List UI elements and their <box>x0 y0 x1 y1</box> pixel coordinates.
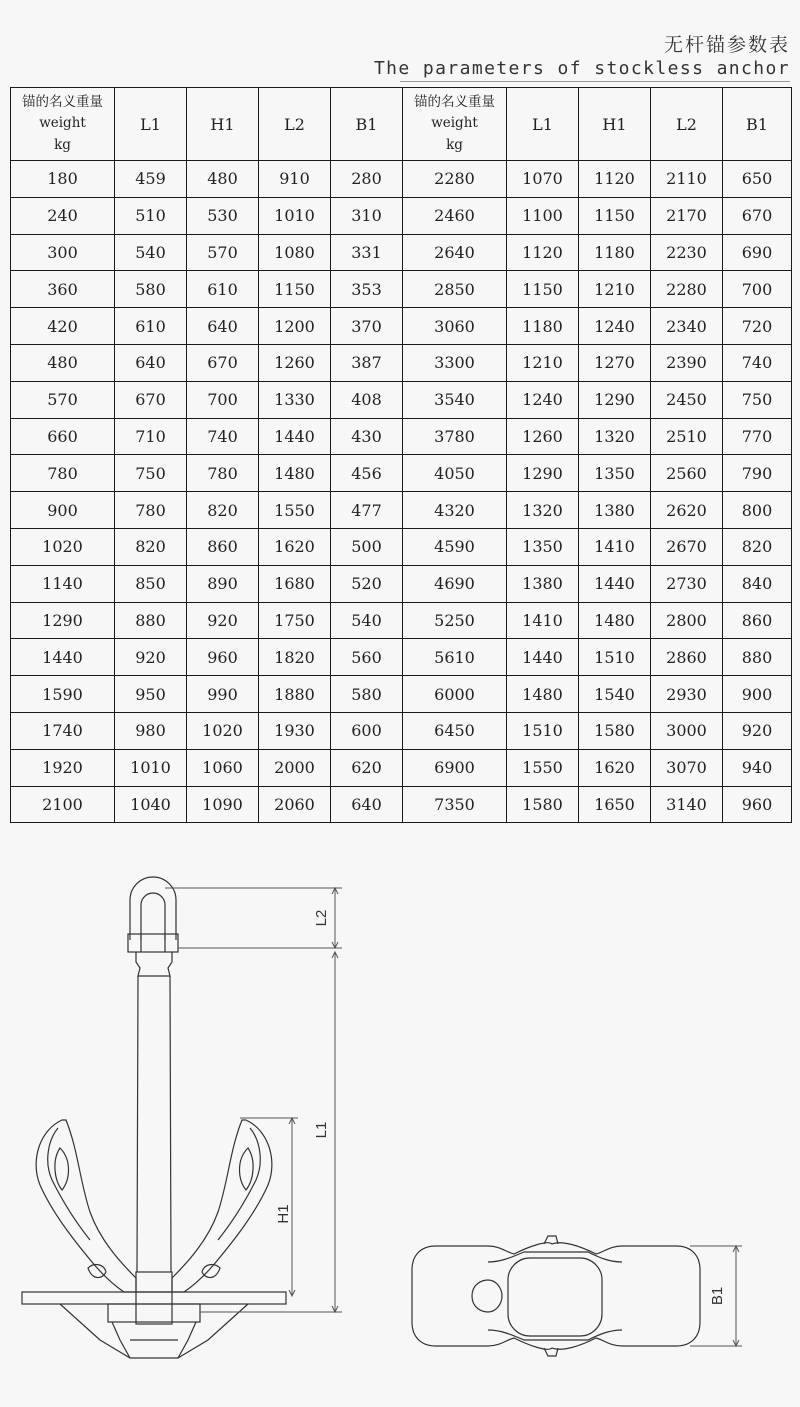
table-cell: 790 <box>723 455 792 492</box>
table-cell: 1320 <box>579 418 651 455</box>
table-cell: 6450 <box>403 712 507 749</box>
table-cell: 480 <box>11 344 115 381</box>
table-cell: 1480 <box>259 455 331 492</box>
table-cell: 1410 <box>579 528 651 565</box>
table-cell: 360 <box>11 271 115 308</box>
anchor-top-view <box>412 1236 700 1356</box>
table-cell: 1120 <box>507 234 579 271</box>
table-cell: 3000 <box>651 712 723 749</box>
weight-header-cn: 锚的名义重量 <box>414 94 495 110</box>
table-row <box>11 308 792 345</box>
table-cell: 2640 <box>403 234 507 271</box>
table-cell: 2560 <box>651 455 723 492</box>
table-cell: 610 <box>187 271 259 308</box>
table-cell: 780 <box>115 492 187 529</box>
table-cell: 700 <box>723 271 792 308</box>
table-cell: 1010 <box>259 197 331 234</box>
table-header-row <box>11 88 792 161</box>
table-cell: 1740 <box>11 712 115 749</box>
table-cell: 1020 <box>11 528 115 565</box>
table-cell: 3070 <box>651 749 723 786</box>
table-cell: 510 <box>115 197 187 234</box>
table-row <box>11 271 792 308</box>
table-cell: 370 <box>331 308 403 345</box>
table-cell: 1510 <box>579 639 651 676</box>
table-cell: 960 <box>723 786 792 823</box>
table-cell: 3140 <box>651 786 723 823</box>
table-cell: 310 <box>331 197 403 234</box>
table-cell: 300 <box>11 234 115 271</box>
table-cell: 880 <box>115 602 187 639</box>
l1-label: L1 <box>313 1121 330 1139</box>
table-cell: 2390 <box>651 344 723 381</box>
table-cell: 1260 <box>507 418 579 455</box>
table-cell: 1550 <box>259 492 331 529</box>
table-cell: 1150 <box>259 271 331 308</box>
table-cell: 780 <box>187 455 259 492</box>
table-cell: 740 <box>187 418 259 455</box>
table-cell: 1210 <box>579 271 651 308</box>
weight-header-cn: 锚的名义重量 <box>22 94 103 110</box>
table-cell: 580 <box>331 676 403 713</box>
side-view-labels <box>275 910 330 1224</box>
table-cell: 4690 <box>403 565 507 602</box>
header-l1-left: L1 <box>115 88 187 161</box>
title-chinese: 无杆锚参数表 <box>663 34 790 56</box>
header-b1-left: B1 <box>331 88 403 161</box>
table-cell: 710 <box>115 418 187 455</box>
table-cell: 840 <box>723 565 792 602</box>
side-view-dimensions <box>165 888 342 1312</box>
table-cell: 1180 <box>579 234 651 271</box>
table-cell: 940 <box>723 749 792 786</box>
table-cell: 2110 <box>651 161 723 198</box>
table-row <box>11 492 792 529</box>
table-cell: 580 <box>115 271 187 308</box>
table-cell: 850 <box>115 565 187 602</box>
table-cell: 6900 <box>403 749 507 786</box>
table-cell: 387 <box>331 344 403 381</box>
table-cell: 900 <box>723 676 792 713</box>
table-cell: 353 <box>331 271 403 308</box>
table-cell: 331 <box>331 234 403 271</box>
table-cell: 5250 <box>403 602 507 639</box>
table-cell: 990 <box>187 676 259 713</box>
h1-label: H1 <box>275 1204 292 1224</box>
table-cell: 7350 <box>403 786 507 823</box>
table-cell: 1680 <box>259 565 331 602</box>
table-cell: 520 <box>331 565 403 602</box>
header-b1-right: B1 <box>723 88 792 161</box>
table-cell: 570 <box>11 381 115 418</box>
table-cell: 1580 <box>579 712 651 749</box>
table-cell: 1150 <box>579 197 651 234</box>
table-cell: 456 <box>331 455 403 492</box>
table-cell: 1930 <box>259 712 331 749</box>
table-cell: 2230 <box>651 234 723 271</box>
table-cell: 1550 <box>507 749 579 786</box>
table-cell: 1380 <box>507 565 579 602</box>
table-cell: 980 <box>115 712 187 749</box>
table-cell: 600 <box>331 712 403 749</box>
table-cell: 1480 <box>579 602 651 639</box>
table-body <box>11 161 792 823</box>
table-cell: 408 <box>331 381 403 418</box>
table-cell: 2280 <box>403 161 507 198</box>
table-row <box>11 418 792 455</box>
table-cell: 5610 <box>403 639 507 676</box>
table-cell: 920 <box>115 639 187 676</box>
weight-header-en: weight <box>431 115 478 131</box>
header-l2-left: L2 <box>259 88 331 161</box>
table-cell: 2800 <box>651 602 723 639</box>
table-cell: 690 <box>723 234 792 271</box>
table-cell: 1510 <box>507 712 579 749</box>
table-cell: 530 <box>187 197 259 234</box>
anchor-right-fluke <box>172 1120 272 1292</box>
table-cell: 480 <box>187 161 259 198</box>
table-cell: 1440 <box>579 565 651 602</box>
table-cell: 2850 <box>403 271 507 308</box>
anchor-drawing <box>0 860 800 1407</box>
table-cell: 2860 <box>651 639 723 676</box>
table-cell: 2460 <box>403 197 507 234</box>
table-cell: 1180 <box>507 308 579 345</box>
table-cell: 1650 <box>579 786 651 823</box>
table-cell: 6000 <box>403 676 507 713</box>
table-cell: 2170 <box>651 197 723 234</box>
table-row <box>11 344 792 381</box>
header-l2-right: L2 <box>651 88 723 161</box>
table-cell: 1350 <box>579 455 651 492</box>
table-cell: 1240 <box>507 381 579 418</box>
anchor-shackle <box>128 877 178 976</box>
table-cell: 1440 <box>259 418 331 455</box>
table-cell: 1090 <box>187 786 259 823</box>
table-cell: 1080 <box>259 234 331 271</box>
table-cell: 610 <box>115 308 187 345</box>
table-cell: 740 <box>723 344 792 381</box>
anchor-crown <box>22 1292 286 1358</box>
table-cell: 2670 <box>651 528 723 565</box>
table-row <box>11 381 792 418</box>
table-cell: 660 <box>11 418 115 455</box>
table-cell: 650 <box>723 161 792 198</box>
table-cell: 1820 <box>259 639 331 676</box>
table-cell: 1330 <box>259 381 331 418</box>
header-h1-left: H1 <box>187 88 259 161</box>
table-cell: 860 <box>187 528 259 565</box>
table-cell: 920 <box>723 712 792 749</box>
table-cell: 2000 <box>259 749 331 786</box>
table-cell: 500 <box>331 528 403 565</box>
table-cell: 670 <box>115 381 187 418</box>
table-cell: 2100 <box>11 786 115 823</box>
table-row <box>11 161 792 198</box>
weight-header-unit: kg <box>446 137 463 153</box>
table-cell: 1140 <box>11 565 115 602</box>
table-row <box>11 565 792 602</box>
table-cell: 459 <box>115 161 187 198</box>
table-cell: 1260 <box>259 344 331 381</box>
anchor-shank <box>136 976 172 1324</box>
table-cell: 960 <box>187 639 259 676</box>
table-cell: 780 <box>11 455 115 492</box>
table-cell: 640 <box>115 344 187 381</box>
table-cell: 910 <box>259 161 331 198</box>
table-cell: 2730 <box>651 565 723 602</box>
table-cell: 1210 <box>507 344 579 381</box>
table-cell: 720 <box>723 308 792 345</box>
table-cell: 1290 <box>579 381 651 418</box>
table-cell: 1480 <box>507 676 579 713</box>
table-cell: 700 <box>187 381 259 418</box>
table-cell: 1200 <box>259 308 331 345</box>
table-cell: 4590 <box>403 528 507 565</box>
table-cell: 1010 <box>115 749 187 786</box>
table-cell: 820 <box>115 528 187 565</box>
weight-header-left <box>11 88 115 161</box>
table-cell: 1320 <box>507 492 579 529</box>
header-h1-right: H1 <box>579 88 651 161</box>
weight-header-unit: kg <box>54 137 71 153</box>
anchor-parameters-table <box>10 87 792 823</box>
table-cell: 2340 <box>651 308 723 345</box>
table-row <box>11 676 792 713</box>
table-cell: 1540 <box>579 676 651 713</box>
title-underline <box>400 81 790 82</box>
table-row <box>11 234 792 271</box>
table-cell: 2510 <box>651 418 723 455</box>
table-cell: 1120 <box>579 161 651 198</box>
weight-header-right <box>403 88 507 161</box>
table-cell: 430 <box>331 418 403 455</box>
table-cell: 540 <box>115 234 187 271</box>
table-cell: 2930 <box>651 676 723 713</box>
table-cell: 1620 <box>579 749 651 786</box>
table-cell: 640 <box>187 308 259 345</box>
table-cell: 420 <box>11 308 115 345</box>
table-cell: 750 <box>115 455 187 492</box>
header-l1-right: L1 <box>507 88 579 161</box>
table-cell: 560 <box>331 639 403 676</box>
l2-label: L2 <box>313 909 330 927</box>
table-cell: 900 <box>11 492 115 529</box>
table-cell: 1290 <box>11 602 115 639</box>
table-cell: 620 <box>331 749 403 786</box>
table-cell: 2280 <box>651 271 723 308</box>
table-row <box>11 602 792 639</box>
table-cell: 240 <box>11 197 115 234</box>
table-row <box>11 786 792 823</box>
anchor-left-fluke <box>36 1120 136 1292</box>
table-cell: 670 <box>187 344 259 381</box>
table-cell: 1350 <box>507 528 579 565</box>
table-cell: 1150 <box>507 271 579 308</box>
table-cell: 1040 <box>115 786 187 823</box>
table-cell: 1580 <box>507 786 579 823</box>
table-cell: 3060 <box>403 308 507 345</box>
table-cell: 1440 <box>11 639 115 676</box>
table-cell: 820 <box>723 528 792 565</box>
table-cell: 280 <box>331 161 403 198</box>
table-cell: 1020 <box>187 712 259 749</box>
table-row <box>11 528 792 565</box>
table-cell: 640 <box>331 786 403 823</box>
table-cell: 570 <box>187 234 259 271</box>
table-cell: 1440 <box>507 639 579 676</box>
table-row <box>11 455 792 492</box>
b1-label: B1 <box>709 1286 726 1306</box>
table-cell: 1620 <box>259 528 331 565</box>
table-cell: 540 <box>331 602 403 639</box>
table-cell: 2450 <box>651 381 723 418</box>
table-cell: 670 <box>723 197 792 234</box>
table-cell: 1750 <box>259 602 331 639</box>
table-cell: 4320 <box>403 492 507 529</box>
table-row <box>11 749 792 786</box>
table-cell: 950 <box>115 676 187 713</box>
table-row <box>11 712 792 749</box>
table-cell: 800 <box>723 492 792 529</box>
table-cell: 2060 <box>259 786 331 823</box>
table-cell: 3780 <box>403 418 507 455</box>
table-cell: 1380 <box>579 492 651 529</box>
table-cell: 1290 <box>507 455 579 492</box>
table-cell: 1240 <box>579 308 651 345</box>
table-cell: 1920 <box>11 749 115 786</box>
table-cell: 750 <box>723 381 792 418</box>
table-cell: 1060 <box>187 749 259 786</box>
table-cell: 860 <box>723 602 792 639</box>
table-cell: 1880 <box>259 676 331 713</box>
table-cell: 880 <box>723 639 792 676</box>
table-row <box>11 197 792 234</box>
weight-header-en: weight <box>39 115 86 131</box>
table-cell: 1590 <box>11 676 115 713</box>
title-english: The parameters of stockless anchor <box>373 58 790 79</box>
table-cell: 820 <box>187 492 259 529</box>
table-cell: 4050 <box>403 455 507 492</box>
table-cell: 1270 <box>579 344 651 381</box>
table-cell: 2620 <box>651 492 723 529</box>
table-cell: 1070 <box>507 161 579 198</box>
table-cell: 477 <box>331 492 403 529</box>
table-cell: 180 <box>11 161 115 198</box>
table-cell: 3540 <box>403 381 507 418</box>
table-cell: 1410 <box>507 602 579 639</box>
table-row <box>11 639 792 676</box>
table-cell: 1100 <box>507 197 579 234</box>
table-cell: 770 <box>723 418 792 455</box>
table-cell: 920 <box>187 602 259 639</box>
table-cell: 890 <box>187 565 259 602</box>
table-cell: 3300 <box>403 344 507 381</box>
